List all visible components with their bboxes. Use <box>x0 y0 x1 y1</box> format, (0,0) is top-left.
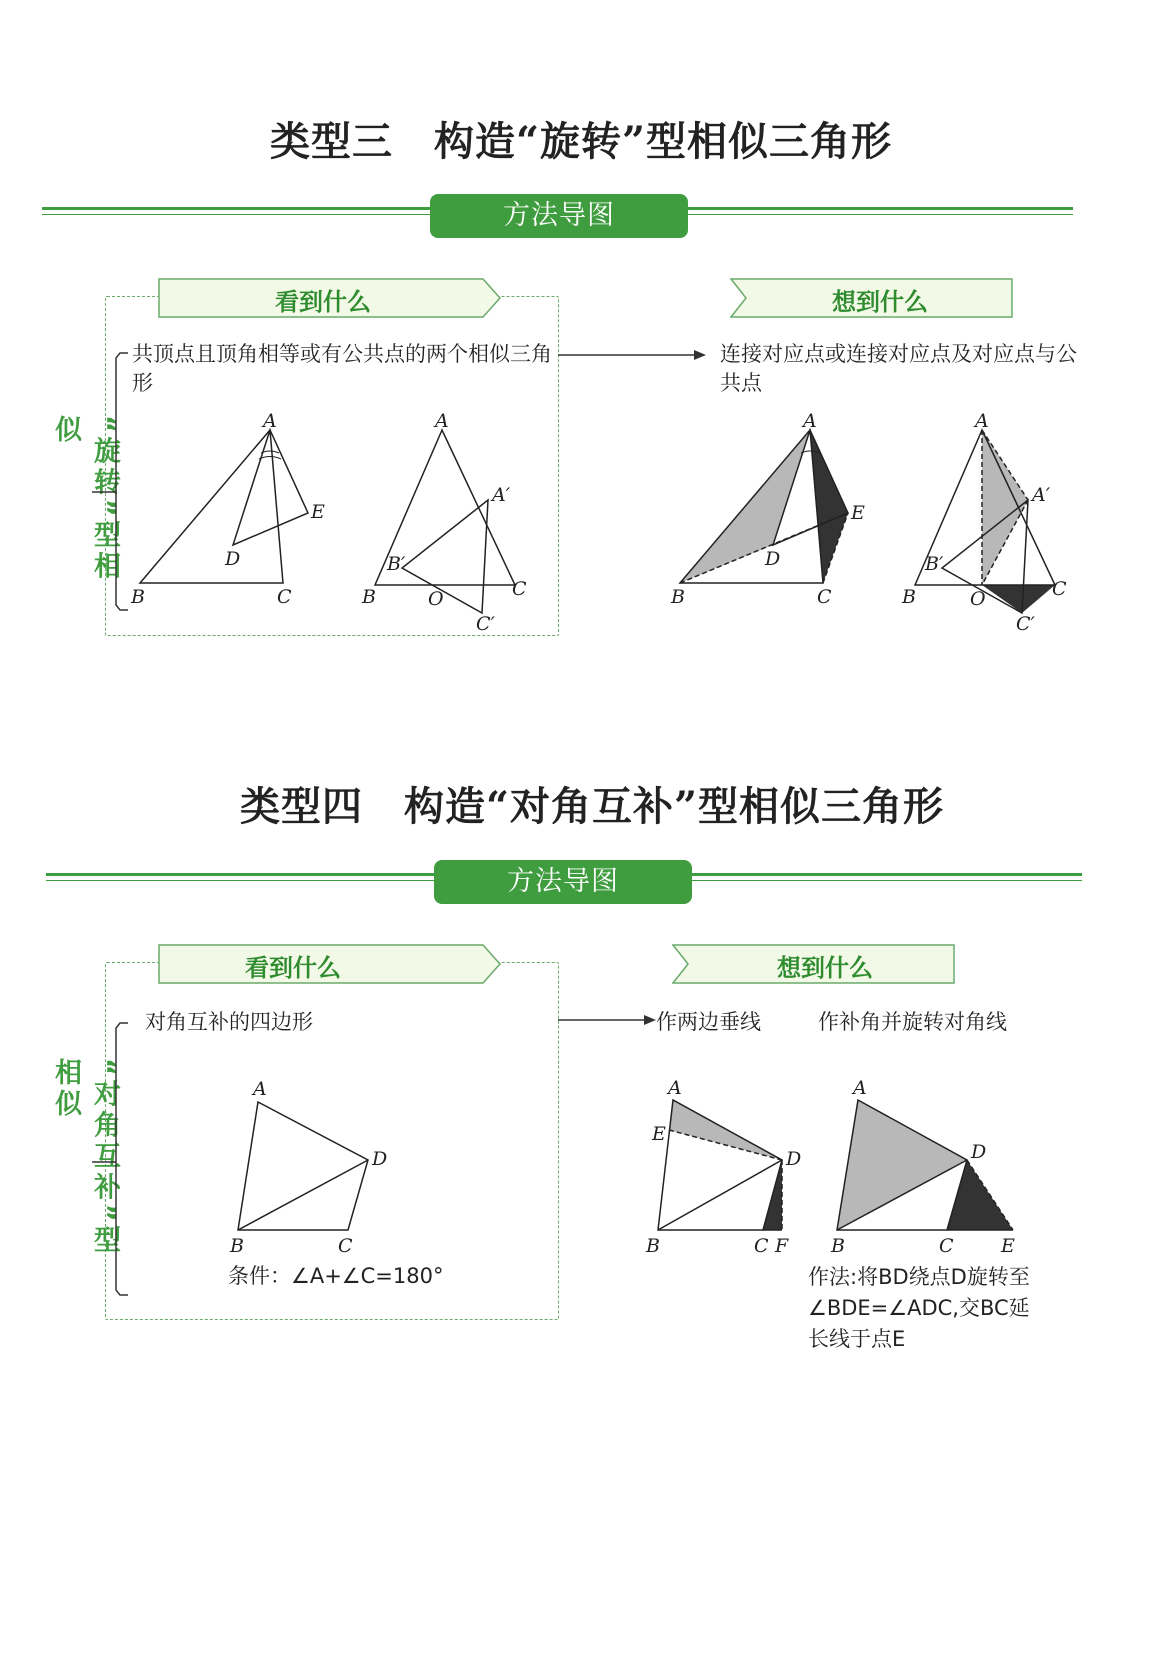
see-text: 共顶点且顶角相等或有公共点的两个相似三角形 <box>132 342 552 395</box>
figure-rotation-4 <box>900 405 1080 635</box>
label-B: B <box>646 1235 660 1257</box>
method-map-banner: 方法导图 <box>430 194 688 238</box>
label-A: A <box>668 1077 682 1099</box>
method-note: 作法:将BD绕点D旋转至∠BDE=∠ADC,交BC延长线于点E <box>808 1265 1030 1351</box>
label-C: C <box>1052 578 1067 600</box>
label-B: B <box>230 1235 244 1257</box>
label-A: A <box>803 410 817 432</box>
label-A-prime: A′ <box>1032 484 1051 506</box>
label-F: F <box>775 1235 789 1257</box>
think-text-rotate-diagonal: 作补角并旋转对角线 <box>818 1010 1007 1034</box>
label-B: B <box>671 586 685 608</box>
label-O: O <box>970 588 986 610</box>
think-tab-label: 想到什么 <box>832 288 928 316</box>
banner-line-right-thin <box>692 880 1082 881</box>
see-bracket <box>90 340 130 625</box>
label-E: E <box>311 501 325 523</box>
label-O: O <box>428 588 444 610</box>
think-text: 连接对应点或连接对应点及对应点与公共点 <box>720 342 1077 395</box>
banner-line-left-thin <box>42 214 432 215</box>
banner-line-left <box>46 873 436 876</box>
label-D: D <box>765 548 781 570</box>
label-C: C <box>939 1235 954 1257</box>
condition-text: 条件：∠A+∠C=180° <box>228 1264 444 1288</box>
arrow-see-to-think <box>558 1010 658 1030</box>
banner-line-right <box>692 873 1082 876</box>
banner-line-right-thin <box>688 214 1073 215</box>
see-tab-label: 看到什么 <box>245 954 341 982</box>
label-D: D <box>786 1148 802 1170</box>
section4-title: 类型四 构造“对角互补”型相似三角形 <box>240 783 945 830</box>
think-tab-label: 想到什么 <box>777 954 873 982</box>
label-E: E <box>1001 1235 1015 1257</box>
label-A-prime: A′ <box>492 484 511 506</box>
see-tab-label: 看到什么 <box>275 288 371 316</box>
label-D: D <box>372 1148 388 1170</box>
method-map-banner: 方法导图 <box>434 860 692 904</box>
figure-quad-rotate <box>825 1070 1035 1260</box>
label-A: A <box>253 1078 267 1100</box>
figure-quad-1 <box>220 1070 400 1260</box>
label-D: D <box>225 548 241 570</box>
label-B: B <box>131 586 145 608</box>
label-B-prime: B′ <box>387 553 406 575</box>
see-bracket <box>90 1010 130 1305</box>
label-C-prime: C′ <box>1016 613 1035 635</box>
label-B: B <box>831 1235 845 1257</box>
label-C: C <box>512 578 527 600</box>
label-B-prime: B′ <box>925 553 944 575</box>
banner-line-right <box>688 207 1073 210</box>
label-C: C <box>277 586 292 608</box>
figure-rotation-2 <box>360 405 540 635</box>
side-label-supplementary: “对角互补”型相似 <box>50 1058 120 1257</box>
figure-rotation-3 <box>665 405 880 615</box>
label-A: A <box>435 410 449 432</box>
banner-line-left <box>42 207 432 210</box>
label-C: C <box>754 1235 769 1257</box>
label-B: B <box>362 586 376 608</box>
see-text: 对角互补的四边形 <box>145 1010 313 1034</box>
label-A: A <box>263 410 277 432</box>
label-C: C <box>338 1235 353 1257</box>
side-label-rotation: “旋转”型相似 <box>50 415 120 583</box>
think-text-perpendiculars: 作两边垂线 <box>656 1010 761 1034</box>
figure-rotation-1 <box>125 405 355 615</box>
label-D: D <box>971 1141 987 1163</box>
banner-line-left-thin <box>46 880 436 881</box>
label-C: C <box>817 586 832 608</box>
label-A: A <box>853 1077 867 1099</box>
label-C-prime: C′ <box>476 613 495 635</box>
label-E: E <box>652 1123 666 1145</box>
section3-title: 类型三 构造“旋转”型相似三角形 <box>270 118 893 165</box>
label-B: B <box>902 586 916 608</box>
label-A: A <box>975 410 989 432</box>
figure-quad-perpendiculars <box>640 1070 810 1260</box>
label-E: E <box>851 502 865 524</box>
arrow-see-to-think <box>558 345 708 365</box>
